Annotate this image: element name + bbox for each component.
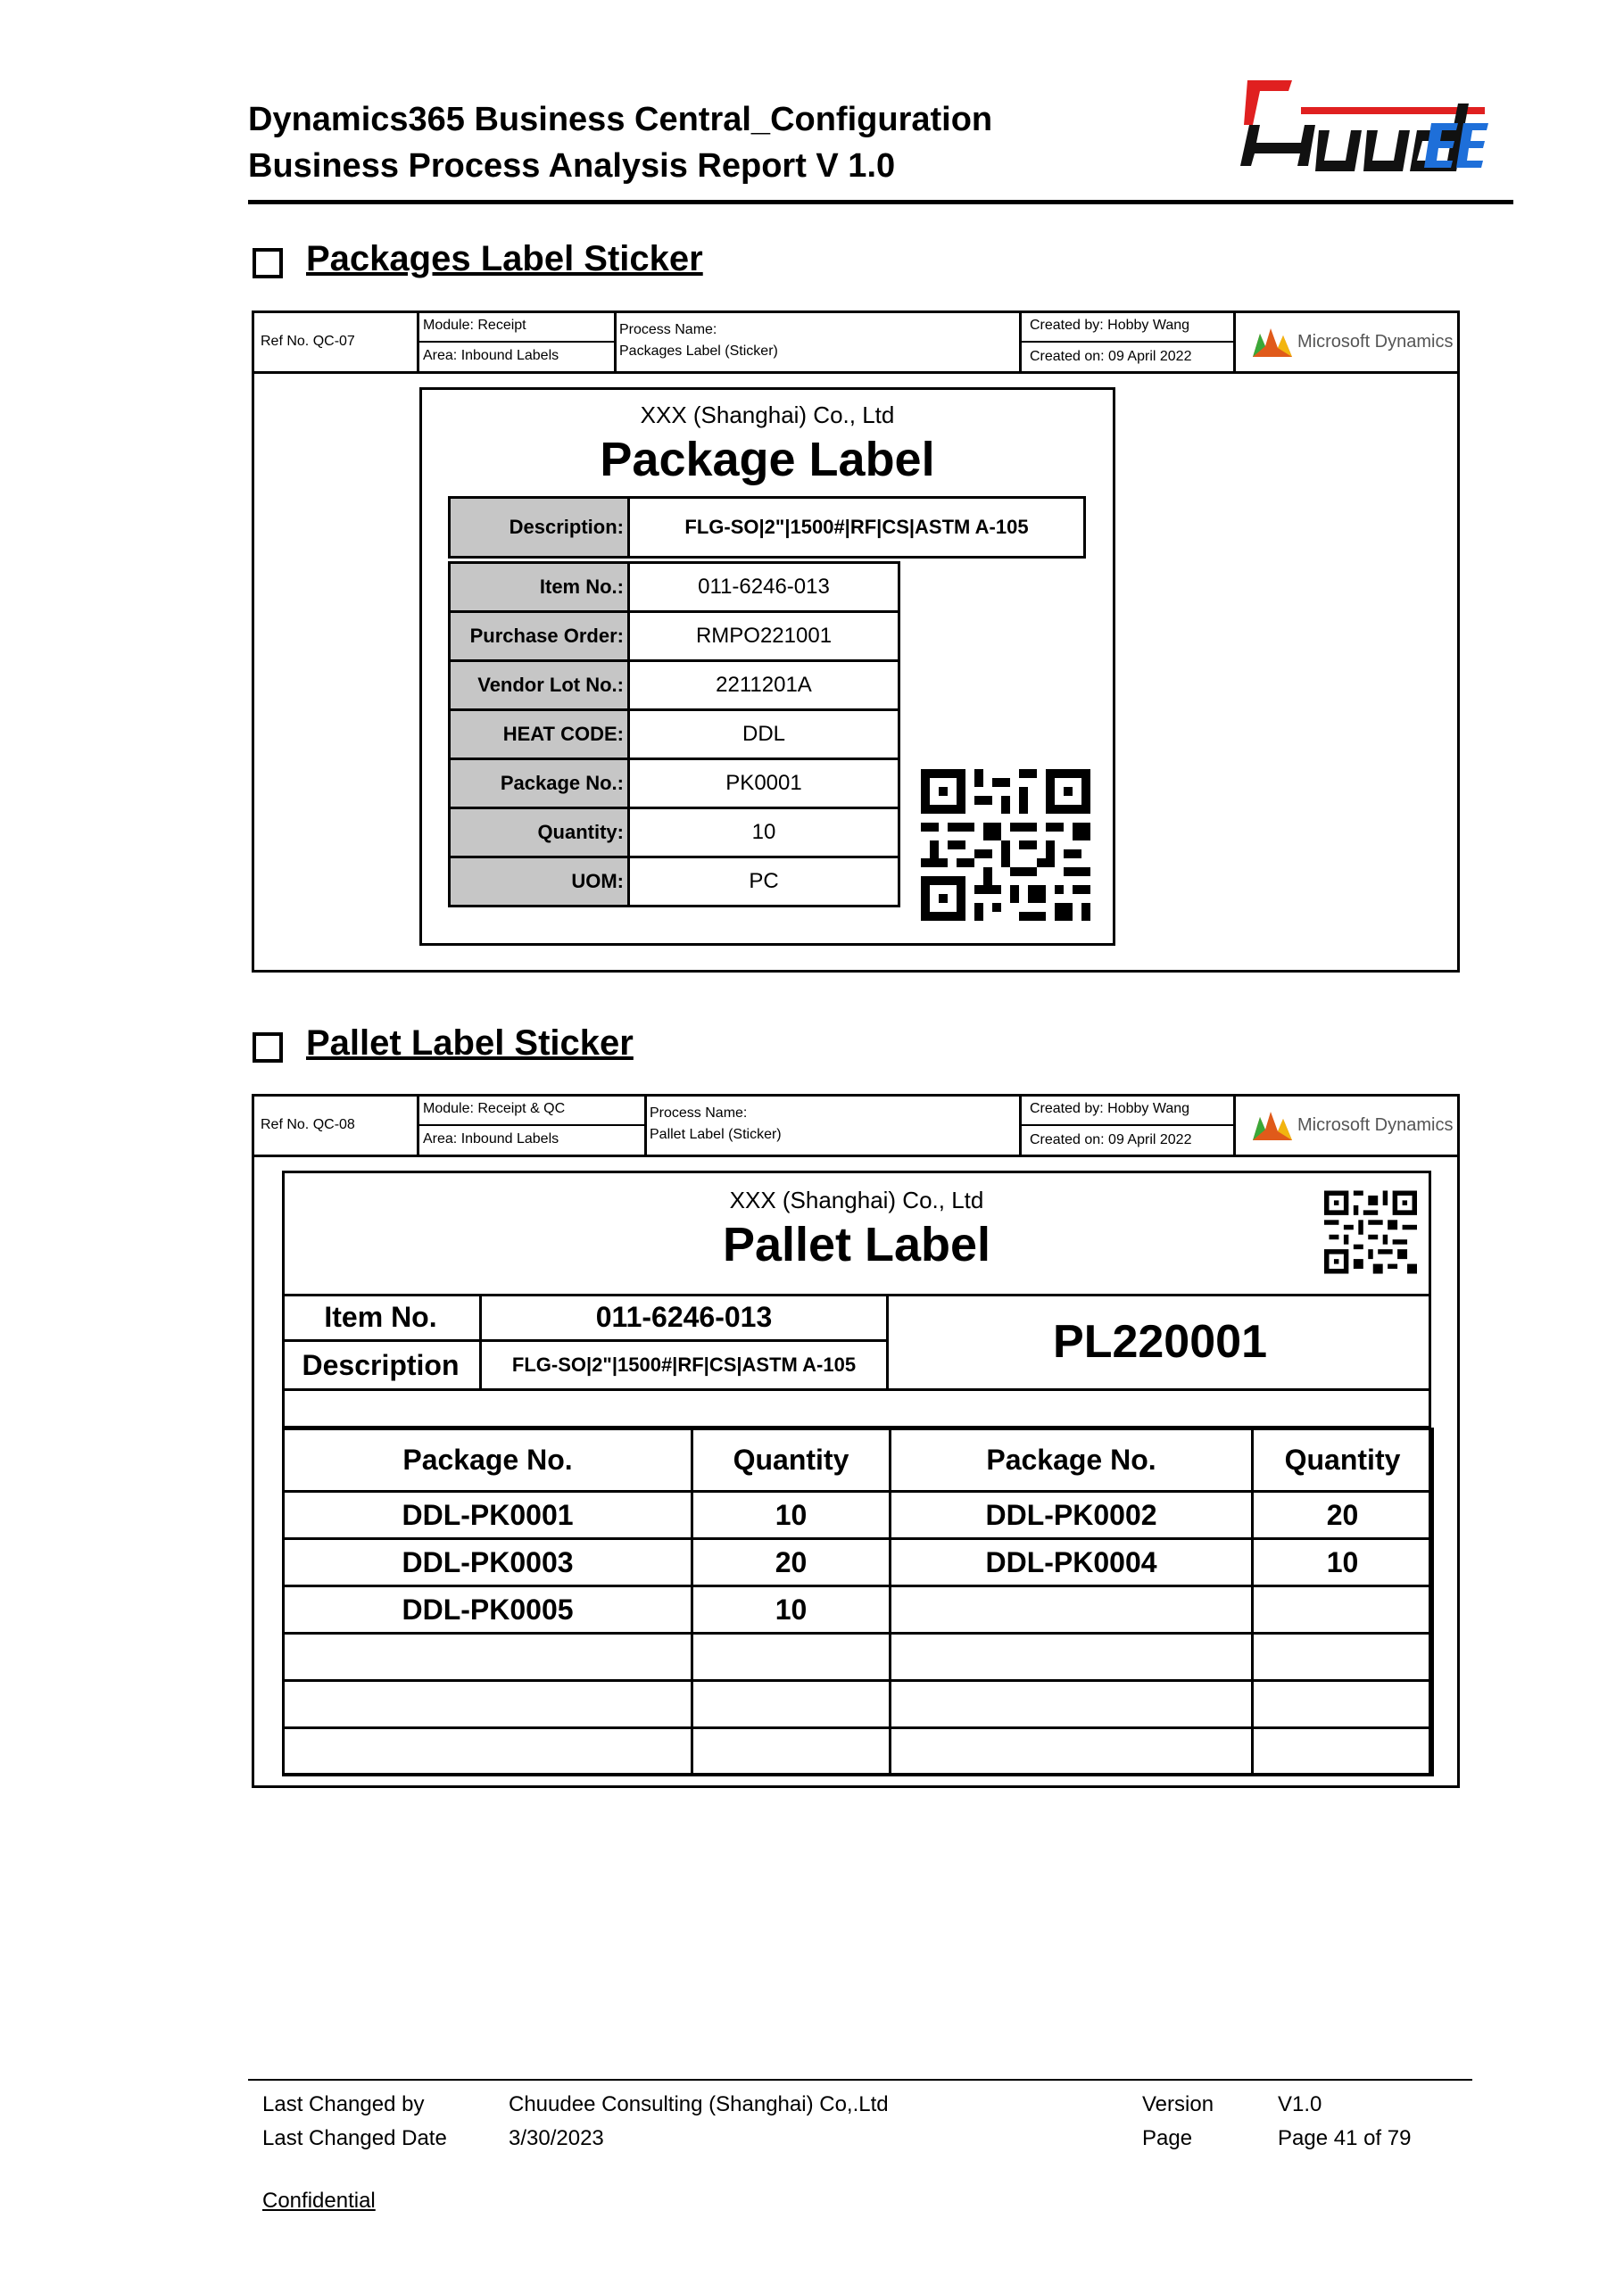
quantity-cell <box>1253 1634 1433 1681</box>
package-number-cell <box>891 1681 1253 1728</box>
document-title <box>248 96 992 189</box>
page-number: Page 41 of 79 <box>1278 2126 1412 2150</box>
process-name-label: Process Name: <box>650 1105 748 1121</box>
created-on: Created on: 09 April 2022 <box>1030 1132 1192 1147</box>
field-key: Purchase Order: <box>448 610 630 662</box>
package-number-cell: DDL-PK0001 <box>284 1492 692 1539</box>
module: Module: Receipt & QC <box>423 1101 566 1116</box>
column-header-package: Package No. <box>284 1429 692 1492</box>
page-label: Page <box>1142 2126 1193 2150</box>
description-value: FLG-SO|2"|1500#|RF|CS|ASTM A-105 <box>482 1342 889 1388</box>
field-value: 10 <box>627 807 900 858</box>
quantity-cell <box>692 1681 891 1728</box>
package-number-cell: DDL-PK0003 <box>284 1539 692 1586</box>
ms-dynamics-text: Microsoft Dynamics <box>1297 1114 1454 1135</box>
field-key: HEAT CODE: <box>448 708 630 760</box>
pallet-number: PL220001 <box>1053 1316 1267 1368</box>
title-line-2: Business Process Analysis Report V 1.0 <box>248 147 896 185</box>
ms-dynamics-text: Microsoft Dynamics <box>1297 331 1454 352</box>
package-company: XXX (Shanghai) Co., Ltd <box>640 402 895 428</box>
microsoft-dynamics-logo <box>1251 1108 1453 1142</box>
package-number-cell <box>891 1728 1253 1776</box>
field-value: 2211201A <box>627 659 900 711</box>
column-header-quantity: Quantity <box>1253 1429 1433 1492</box>
created-by: Created by: Hobby Wang <box>1030 1101 1190 1116</box>
title-line-1: Dynamics365 Business Central_Configuration <box>248 101 993 138</box>
field-key: Vendor Lot No.: <box>448 659 630 711</box>
quantity-cell: 10 <box>1253 1539 1433 1586</box>
column-header-package: Package No. <box>891 1429 1253 1492</box>
quantity-cell: 10 <box>692 1586 891 1634</box>
module: Module: Receipt <box>423 318 526 333</box>
field-value: PC <box>627 856 900 907</box>
ref-number: Ref No. QC-08 <box>261 1117 355 1132</box>
ms-dynamics-icon <box>1251 325 1294 359</box>
quantity-cell <box>1253 1728 1433 1776</box>
logo-text: Chuudee <box>1230 68 1234 69</box>
field-value: FLG-SO|2"|1500#|RF|CS|ASTM A-105 <box>627 496 1086 559</box>
package-title: Package Label <box>600 433 935 486</box>
package-number-cell: DDL-PK0005 <box>284 1586 692 1634</box>
field-value: 011-6246-013 <box>627 561 900 613</box>
confidential-label: Confidential <box>262 2189 376 2213</box>
quantity-cell <box>692 1728 891 1776</box>
quantity-cell <box>1253 1681 1433 1728</box>
qr-code-icon <box>921 769 1090 921</box>
version-label: Version <box>1142 2092 1214 2116</box>
section-heading-pallet: Pallet Label Sticker <box>306 1023 634 1063</box>
field-key: Item No.: <box>448 561 630 613</box>
last-changed-by-label: Last Changed by <box>262 2092 425 2116</box>
field-value: PK0001 <box>627 758 900 809</box>
item-no-value: 011-6246-013 <box>482 1296 889 1342</box>
table-row <box>284 1728 1433 1776</box>
item-no-key: Item No. <box>282 1296 482 1342</box>
table-row <box>284 1539 1433 1586</box>
package-number-cell: DDL-PK0004 <box>891 1539 1253 1586</box>
field-value: DDL <box>627 708 900 760</box>
package-number-cell: DDL-PK0002 <box>891 1492 1253 1539</box>
chuudee-logo <box>1230 68 1488 184</box>
description-key: Description <box>282 1342 482 1388</box>
column-header-quantity: Quantity <box>692 1429 891 1492</box>
field-key: Description: <box>448 496 630 559</box>
created-on: Created on: 09 April 2022 <box>1030 349 1192 364</box>
checkbox-icon <box>253 1032 283 1063</box>
quantity-cell <box>1253 1586 1433 1634</box>
qr-code-icon <box>1324 1188 1417 1276</box>
field-key: Quantity: <box>448 807 630 858</box>
checkbox-icon <box>253 248 283 278</box>
header-divider <box>248 200 1513 204</box>
last-changed-by: Chuudee Consulting (Shanghai) Co,.Ltd <box>509 2092 889 2116</box>
table-row <box>284 1492 1433 1539</box>
field-value: RMPO221001 <box>627 610 900 662</box>
ref-number: Ref No. QC-07 <box>261 334 355 349</box>
field-key: Package No.: <box>448 758 630 809</box>
ms-dynamics-icon <box>1251 1108 1294 1142</box>
table-row <box>284 1634 1433 1681</box>
version: V1.0 <box>1278 2092 1322 2116</box>
section-heading-packages: Packages Label Sticker <box>306 239 703 278</box>
quantity-cell: 10 <box>692 1492 891 1539</box>
meta-divider <box>252 371 1460 374</box>
area: Area: Inbound Labels <box>423 348 559 363</box>
footer-divider <box>248 2079 1472 2081</box>
quantity-cell <box>692 1634 891 1681</box>
package-number-cell <box>891 1634 1253 1681</box>
process-name: Pallet Label (Sticker) <box>650 1127 782 1142</box>
process-name-label: Process Name: <box>619 322 717 337</box>
last-changed-date-label: Last Changed Date <box>262 2126 447 2150</box>
process-name: Packages Label (Sticker) <box>619 344 778 359</box>
package-number-cell <box>284 1681 692 1728</box>
package-number-cell <box>891 1586 1253 1634</box>
pallet-company: XXX (Shanghai) Co., Ltd <box>729 1187 984 1213</box>
quantity-cell: 20 <box>1253 1492 1433 1539</box>
quantity-cell: 20 <box>692 1539 891 1586</box>
created-by: Created by: Hobby Wang <box>1030 318 1190 333</box>
microsoft-dynamics-logo <box>1251 325 1453 359</box>
table-row <box>284 1586 1433 1634</box>
package-number-cell <box>284 1728 692 1776</box>
area: Area: Inbound Labels <box>423 1131 559 1147</box>
packages-table <box>282 1428 1434 1776</box>
pallet-title: Pallet Label <box>722 1218 991 1271</box>
last-changed-date: 3/30/2023 <box>509 2126 604 2150</box>
package-number-cell <box>284 1634 692 1681</box>
field-key: UOM: <box>448 856 630 907</box>
table-row <box>284 1681 1433 1728</box>
